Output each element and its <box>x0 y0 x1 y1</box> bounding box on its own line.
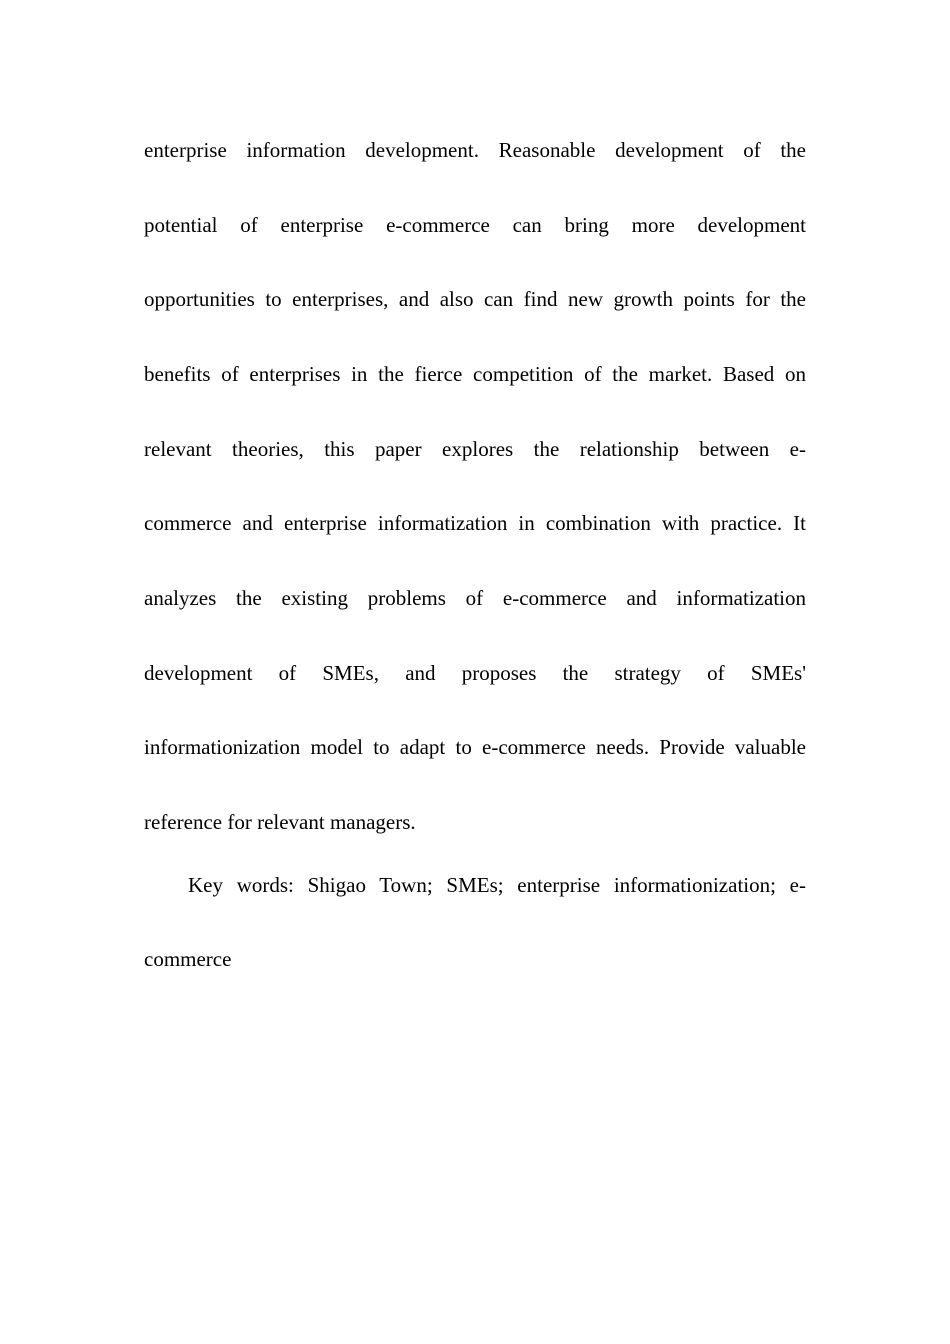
text-line: enterprise information development. Reasonable development of the <box>144 138 806 162</box>
text-line: relevant theories, this paper explores the relationship between e- <box>144 437 806 461</box>
text-line: benefits of enterprises in the fierce competition of the market. Based on <box>144 362 806 386</box>
keywords-line: commerce <box>144 947 232 971</box>
text-line: potential of enterprise e-commerce can bring more development <box>144 213 806 237</box>
text-line: analyzes the existing problems of e-commerce and informatization <box>144 586 806 610</box>
text-line: commerce and enterprise informatization in combination with practice. It <box>144 511 806 535</box>
text-line: opportunities to enterprises, and also can find new growth points for the <box>144 287 806 311</box>
keywords-line: Key words: Shigao Town; SMEs; enterprise informationization; e- <box>188 873 806 897</box>
text-line: development of SMEs, and proposes the strategy of SMEs' <box>144 661 806 685</box>
text-line: informationization model to adapt to e-commerce needs. Provide valuable <box>144 735 806 759</box>
text-line: reference for relevant managers. <box>144 810 416 834</box>
